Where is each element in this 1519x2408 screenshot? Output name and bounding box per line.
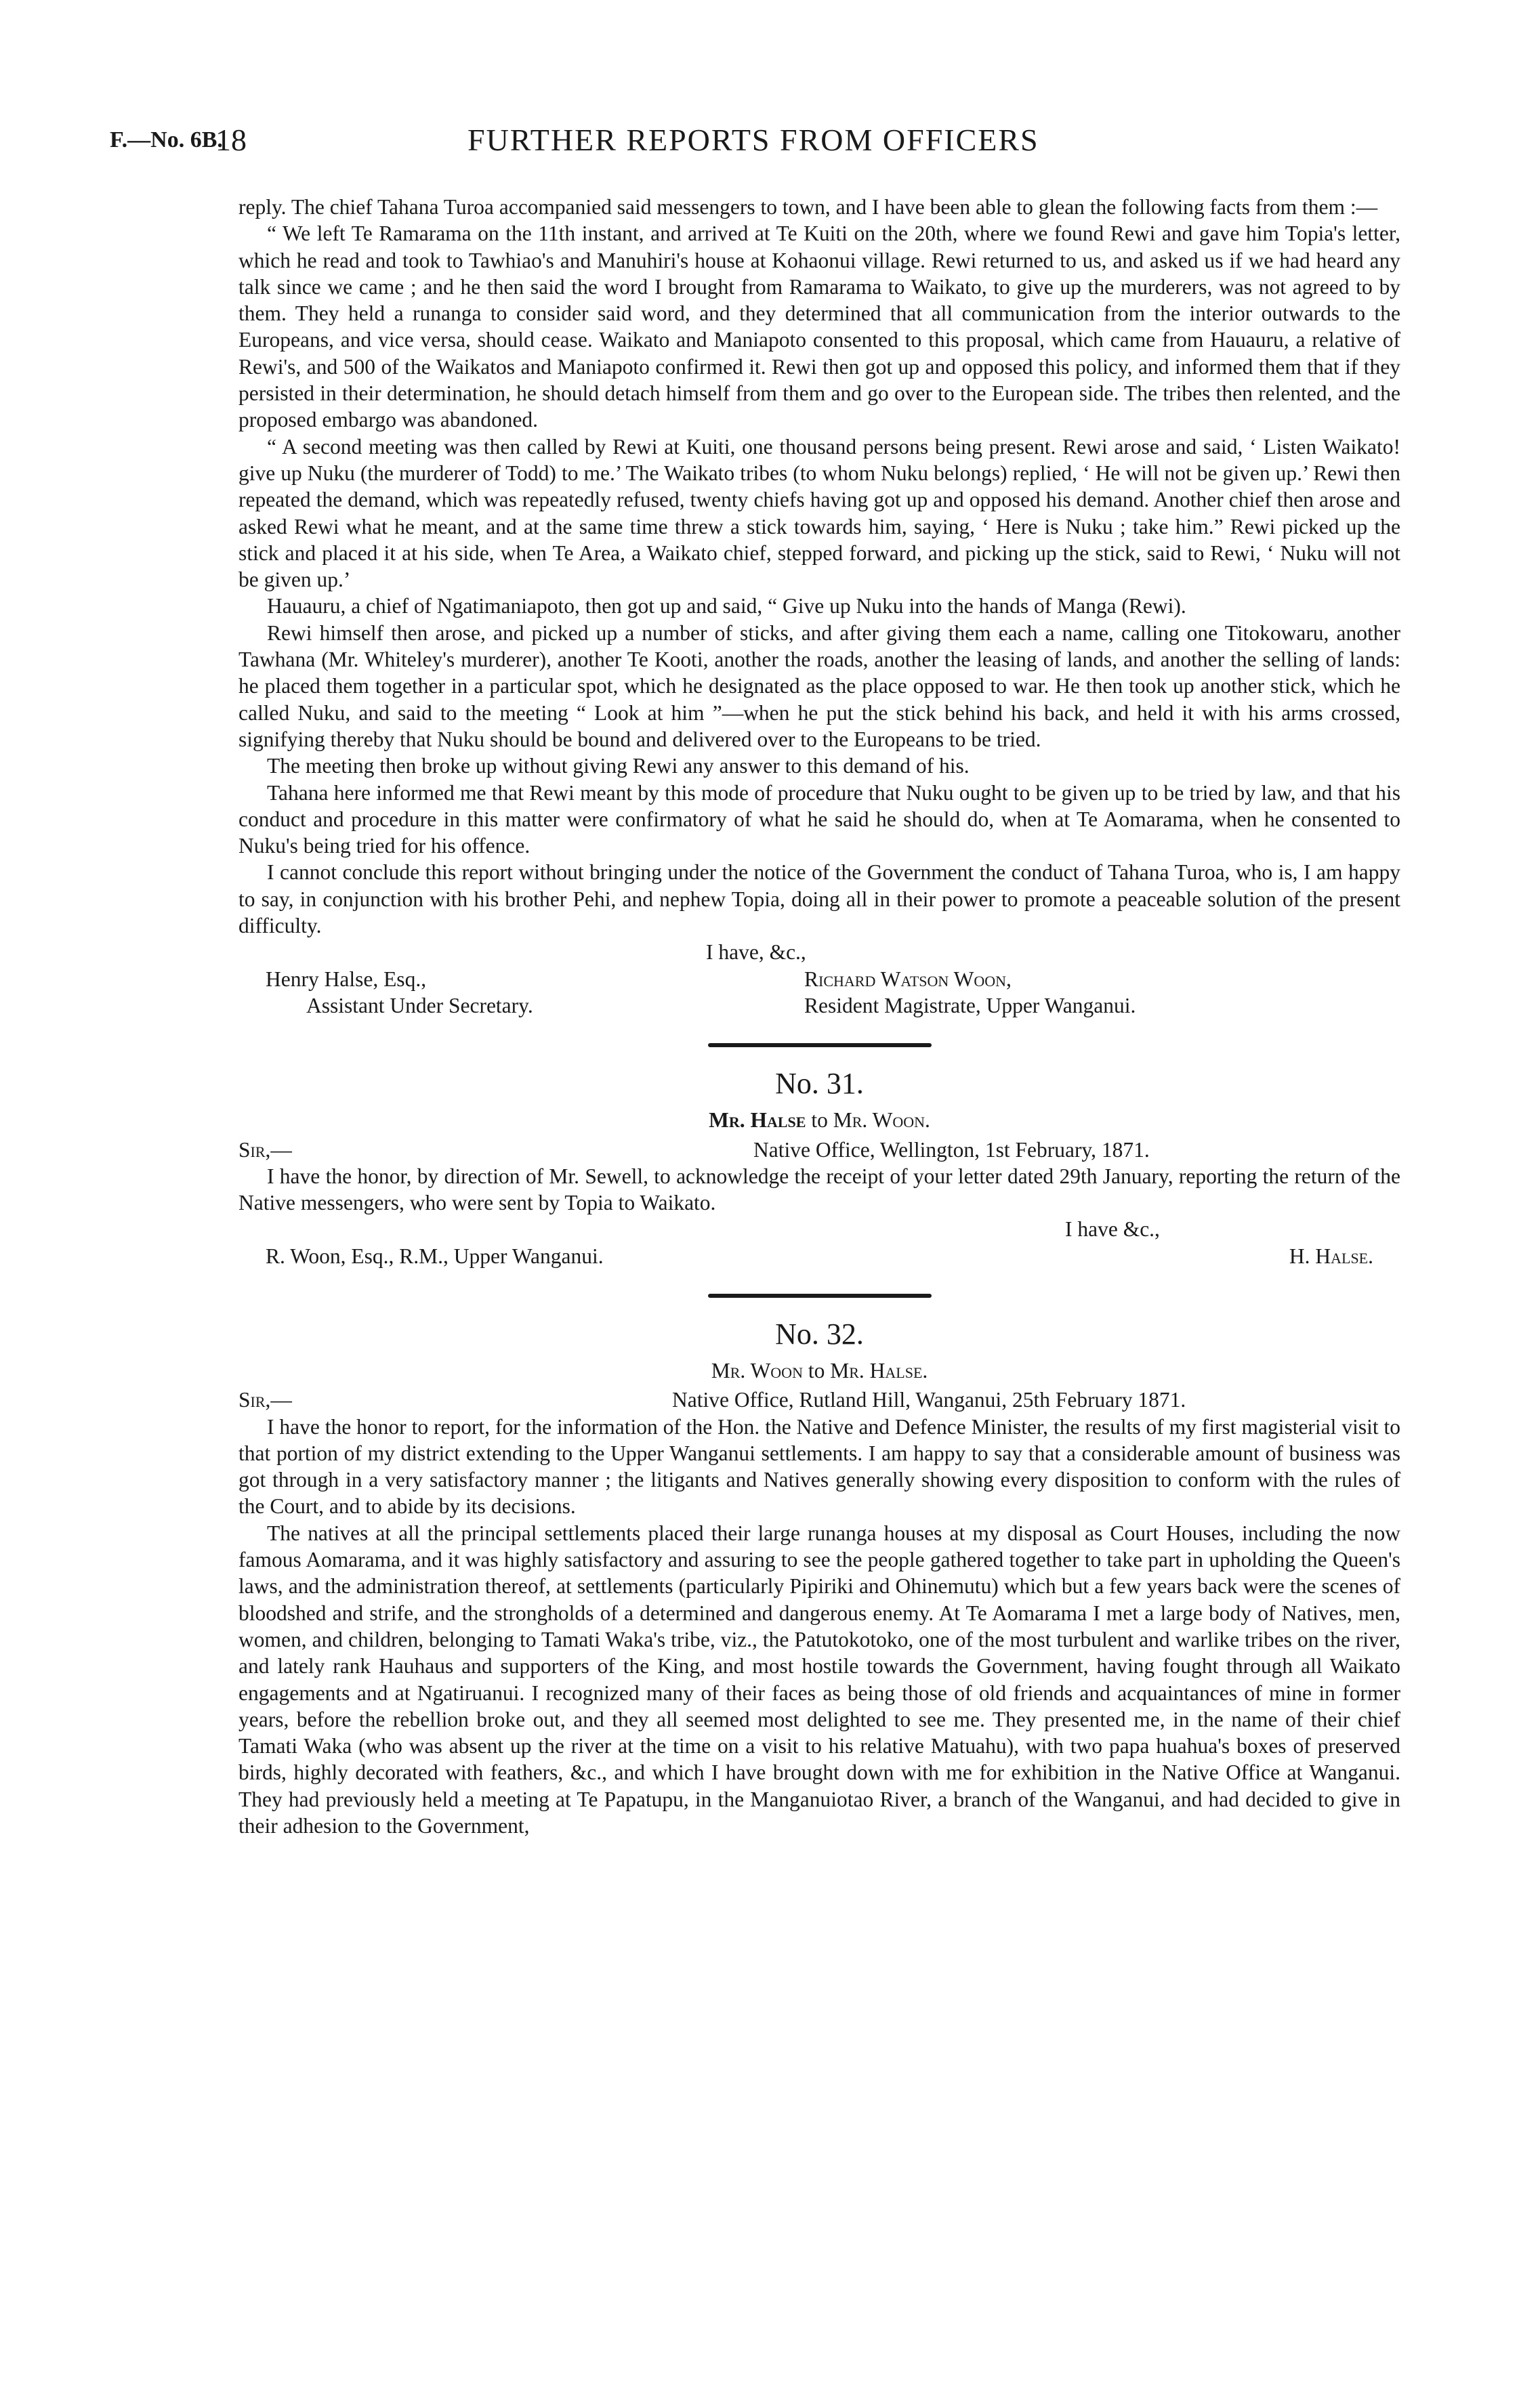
signature-titles bbox=[238, 992, 1400, 1019]
paragraph: Hauauru, a chief of Ngatimaniapoto, then got up and said, “ Give up Nuku into the hands of Manga (Rewi). bbox=[267, 594, 1186, 618]
addressee-name: Henry Halse, Esq., bbox=[266, 967, 427, 991]
salutation-row bbox=[238, 1137, 1400, 1163]
paragraph: The natives at all the principal settlements placed their large runanga houses at my disposal as Court Houses, including the now famous Aomarama, and it was highly satisfactory and assuring to see the people gathered together to take part in upholding the Queen's laws, and the administration thereof, at settlements (particularly Pipiriki and Ohinemutu) which but a few years back were the scenes of bloodshed and strife, and the strongholds of a determined and dangerous enemy. At Te Aomarama I met a large body of Natives, men, women, and children, belonging to Tamati Waka's tribe, viz., the Patutokotoko, one of the most turbulent and warlike tribes on the river, and lately rank Hauhaus and supporters of the King, and most hostile towards the Government, having fought through all Waikato engagements and at Ngatiruanui. I recognized many of their faces as being those of old friends and acquaintances of mine in former years, before the rebellion broke out, and they all seemed most delighted to see me. They presented me, in the name of their chief Tamati Waka (who was absent up the river at the time on a visit to his relative Matuahu), with two papa huahua's boxes of preserved birds, highly decorated with feathers, &c., and which I have brought down with me for exhibition in the Native Office at Wanganui. They had previously held a meeting at Te Papatupu, in the Manganuiotao River, a branch of the Wanganui, and had decided to give in their adhesion to the Government, bbox=[238, 1521, 1400, 1838]
letter-heading-conj: to bbox=[808, 1358, 825, 1382]
paragraph: The meeting then broke up without giving Rewi any answer to this demand of his. bbox=[267, 754, 970, 778]
section-divider bbox=[708, 1043, 932, 1047]
letter-number: No. 32. bbox=[775, 1317, 864, 1351]
section-divider bbox=[708, 1294, 932, 1298]
paragraph: “ A second meeting was then called by Rewi at Kuiti, one thousand persons being present. Rewi arose and said, ‘ Listen Waikato! give up Nuku (the murderer of Todd) to me.’ The Waikato tribes (to whom Nuku belongs) replied, ‘ He will not be given up.’ Rewi then repeated the demand, which was repeatedly refused, twenty chiefs having got up and opposed his demand. Another chief then arose and asked Rewi what he meant, and at the same time threw a stick towards him, saying, ‘ Here is Nuku ; take him.” Rewi picked up the stick and placed it at his side, when Te Area, a Waikato chief, stepped forward, and picking up the stick, said to Rewi, ‘ Nuku will not be given up.’ bbox=[238, 434, 1400, 592]
addressee-title: Assistant Under Secretary. bbox=[306, 993, 533, 1017]
letter-to: Mr. Halse. bbox=[830, 1358, 928, 1382]
paragraph: reply. The chief Tahana Turoa accompanied said messengers to town, and I have been able to glean the following facts from them :— bbox=[238, 195, 1378, 219]
paragraph: Tahana here informed me that Rewi meant by this mode of procedure that Nuku ought to be given up to be tried by law, and that his conduct and procedure in this matter were confirmatory of what he said he should do, when at Te Aomarama, when he consented to Nuku's being tried for his offence. bbox=[238, 780, 1400, 858]
signature-block bbox=[238, 966, 1400, 992]
letter-heading-conj: to bbox=[811, 1108, 828, 1133]
closing-formula: I have, &c., bbox=[706, 940, 806, 965]
paragraph: “ We left Te Ramarama on the 11th instant, and arrived at Te Kuiti on the 20th, where we found Rewi and gave him Topia's letter, which he read and took to Tawhiao's and Manuhiri's house at Kohaonui village. Rewi returned to us, and asked us if we had heard any talk since we came ; and he then said the word I brought from Ramarama to Waikato, to give up the murderers, was not agreed to by them. They held a runanga to consider said word, and they determined that all communication from the interior outwards to the Europeans, and vice versa, should cease. Waikato and Maniapoto consented to this proposal, which came from Hauauru, a relative of Rewi's, and 500 of the Waikatos and Maniapoto confirmed it. Rewi then got up and opposed this policy, and informed them that if they persisted in their determination, he should detach himself from them and go over to the European side. The tribes then relented, and the proposed embargo was abandoned. bbox=[238, 221, 1400, 432]
letter-heading bbox=[238, 1357, 1400, 1384]
letter-number: No. 31. bbox=[775, 1067, 864, 1101]
letter-from: Mr. Woon bbox=[711, 1358, 803, 1382]
paragraph: Rewi himself then arose, and picked up a number of sticks, and after giving them each a name, calling one Titokowaru, another Tawhana (Mr. Whiteley's murderer), another Te Kooti, another the roads, another the leasing of lands, and another the selling of lands: he placed them together in a particular spot, which he designated as the place opposed to war. He then took up another stick, which he called Nuku, and said to the meeting “ Look at him ”—when he put the stick behind his back, and held it with his arms crossed, signifying thereby that Nuku should be bound and delivered over to the Europeans to be tried. bbox=[238, 620, 1400, 751]
place-date: Native Office, Wellington, 1st February, 1871. bbox=[753, 1137, 1150, 1162]
page-title: FURTHER REPORTS FROM OFFICERS bbox=[467, 123, 1039, 157]
page-body bbox=[238, 194, 1400, 1839]
signature-block bbox=[238, 1243, 1400, 1269]
paragraph: I have the honor, by direction of Mr. Sewell, to acknowledge the receipt of your letter dated 29th January, reporting the return of the Native messengers, who were sent by Topia to Waikato. bbox=[238, 1164, 1400, 1215]
addressee: R. Woon, Esq., R.M., Upper Wanganui. bbox=[266, 1244, 604, 1268]
salutation-row bbox=[238, 1387, 1400, 1413]
signer-name: Richard Watson Woon, bbox=[804, 967, 1012, 991]
salutation: Sir,— bbox=[238, 1388, 292, 1412]
signer-title: Resident Magistrate, Upper Wanganui. bbox=[804, 993, 1136, 1017]
signer-name: H. Halse. bbox=[1289, 1244, 1373, 1268]
letter-to: Mr. Woon. bbox=[833, 1108, 930, 1133]
paragraph: I cannot conclude this report without bringing under the notice of the Government the conduct of Tahana Turoa, who is, I am happy to say, in conjunction with his brother Pehi, and nephew Topia, doing all in their power to promote a peaceable solution of the present difficulty. bbox=[238, 860, 1400, 938]
page-number: 18 bbox=[215, 123, 247, 157]
salutation: Sir,— bbox=[238, 1137, 292, 1162]
paragraph: I have the honor to report, for the information of the Hon. the Native and Defence Minister, the results of my first magisterial visit to that portion of my district extending to the Upper Wanganui settlements. I am happy to say that a considerable amount of business was got through in a very satisfactory manner ; the litigants and Natives generally showing every disposition to conform with the rules of the Court, and to abide by its decisions. bbox=[238, 1414, 1400, 1519]
closing-formula: I have &c., bbox=[1065, 1217, 1160, 1242]
letter-from: Mr. Halse bbox=[709, 1108, 806, 1133]
place-date: Native Office, Rutland Hill, Wanganui, 25th February 1871. bbox=[672, 1388, 1186, 1412]
document-reference: F.—No. 6B. bbox=[110, 127, 223, 152]
page-header bbox=[0, 121, 1519, 168]
letter-heading bbox=[238, 1107, 1400, 1133]
